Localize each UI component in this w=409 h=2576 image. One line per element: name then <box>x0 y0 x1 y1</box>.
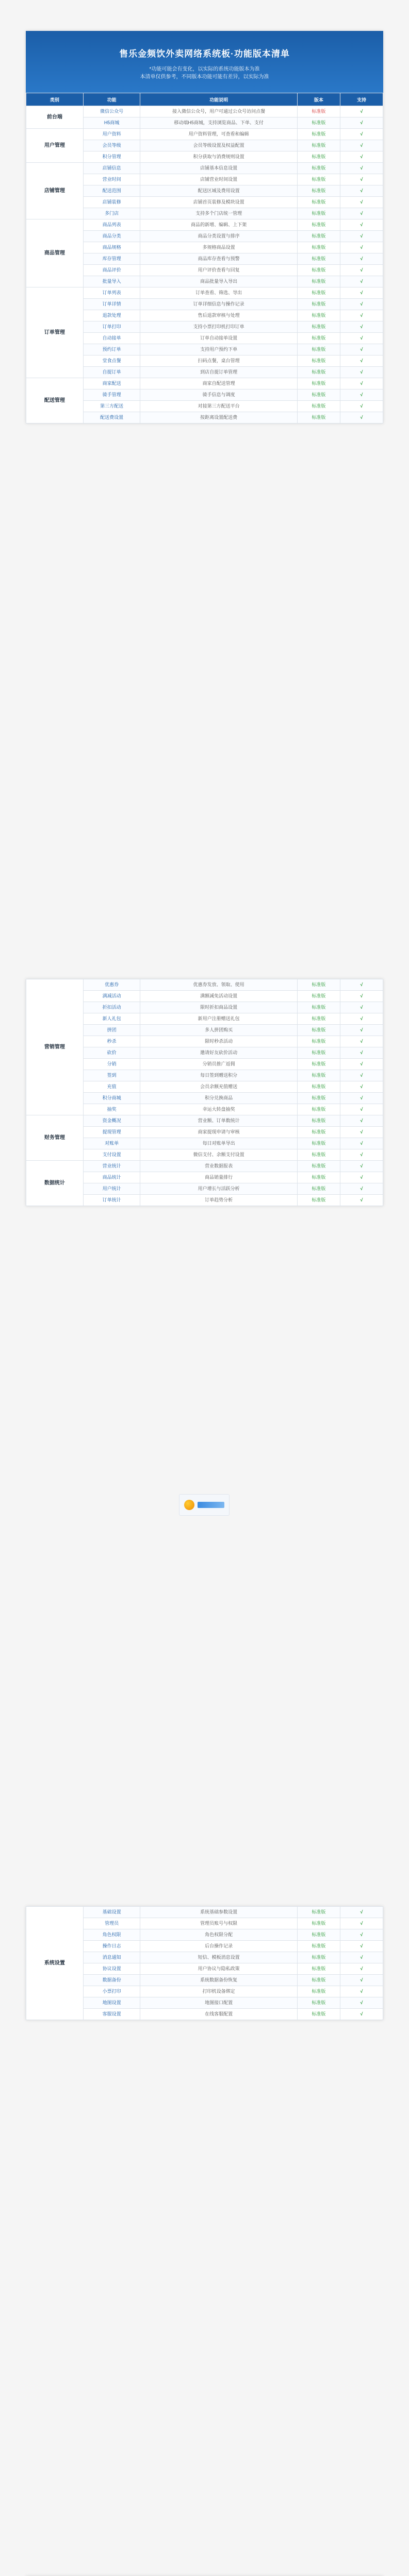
support-check: √ <box>340 276 383 287</box>
version-label: 标准版 <box>297 129 340 140</box>
feature-name: 预约订单 <box>83 344 140 355</box>
feature-description: 骑手信息与调度 <box>140 389 297 401</box>
support-check: √ <box>340 1161 383 1172</box>
version-label: 标准版 <box>297 1138 340 1149</box>
feature-name: 营业统计 <box>83 1161 140 1172</box>
support-check: √ <box>340 344 383 355</box>
feature-description: 积分获取与消费规则设置 <box>140 151 297 163</box>
feature-description: 营业数据报表 <box>140 1161 297 1172</box>
feature-name: 签到 <box>83 1070 140 1081</box>
category-cell: 前台端 <box>26 106 84 129</box>
feature-description: 售后退款审核与处理 <box>140 310 297 321</box>
feature-description: 移动端H5商城，支持浏览商品、下单、支付 <box>140 117 297 129</box>
table-row <box>26 129 383 140</box>
feature-description: 角色权限分配 <box>140 1929 297 1941</box>
version-label: 标准版 <box>297 1059 340 1070</box>
feature-name: 堂食点餐 <box>83 355 140 367</box>
feature-description: 扫码点餐，桌台管理 <box>140 355 297 367</box>
feature-description: 商家提现申请与审核 <box>140 1127 297 1138</box>
version-label: 标准版 <box>297 1975 340 1986</box>
feature-name: 商家配送 <box>83 378 140 389</box>
feature-description: 支持多个门店统一管理 <box>140 208 297 219</box>
feature-name: 第三方配送 <box>83 401 140 412</box>
feature-description: 新用户注册赠送礼包 <box>140 1013 297 1025</box>
feature-name: 折扣活动 <box>83 1002 140 1013</box>
table-row <box>26 287 383 299</box>
feature-description: 店铺首页装修及模块设置 <box>140 197 297 208</box>
version-label: 标准版 <box>297 1183 340 1195</box>
support-check: √ <box>340 1047 383 1059</box>
version-label: 标准版 <box>297 412 340 423</box>
feature-description: 商品分类设置与排序 <box>140 231 297 242</box>
version-label: 标准版 <box>297 253 340 265</box>
feature-name: 批量导入 <box>83 276 140 287</box>
feature-description: 用户协议与隐私政策 <box>140 1963 297 1975</box>
support-check: √ <box>340 197 383 208</box>
version-label: 标准版 <box>297 1907 340 1918</box>
support-check: √ <box>340 1952 383 1963</box>
support-check: √ <box>340 1986 383 1997</box>
support-check: √ <box>340 1918 383 1929</box>
version-label: 标准版 <box>297 1081 340 1093</box>
feature-name: 自提订单 <box>83 367 140 378</box>
support-check: √ <box>340 242 383 253</box>
version-label: 标准版 <box>297 1047 340 1059</box>
support-check: √ <box>340 287 383 299</box>
support-check: √ <box>340 1929 383 1941</box>
feature-description: 接入微信公众号，用户可通过公众号访问点餐 <box>140 106 297 117</box>
feature-name: 对账单 <box>83 1138 140 1149</box>
support-check: √ <box>340 1195 383 1206</box>
feature-name: 满减活动 <box>83 991 140 1002</box>
feature-name: 商品分类 <box>83 231 140 242</box>
feature-name: 小票打印 <box>83 1986 140 1997</box>
table-row <box>26 979 383 991</box>
feature-name: 商品列表 <box>83 219 140 231</box>
feature-name: 支付设置 <box>83 1149 140 1161</box>
version-label: 标准版 <box>297 140 340 151</box>
page-title: 售乐金频饮外卖网络系统板·功能版本清单 <box>119 49 290 59</box>
feature-description: 商品批量导入导出 <box>140 276 297 287</box>
feature-name: 客服设置 <box>83 2009 140 2020</box>
support-check: √ <box>340 1172 383 1183</box>
feature-description: 支持小票打印机打印订单 <box>140 321 297 333</box>
version-label: 标准版 <box>297 219 340 231</box>
version-label: 标准版 <box>297 1013 340 1025</box>
support-check: √ <box>340 253 383 265</box>
feature-description: 商品的新增、编辑、上下架 <box>140 219 297 231</box>
feature-name: 地图设置 <box>83 1997 140 2009</box>
table-row <box>26 106 383 117</box>
version-label: 标准版 <box>297 389 340 401</box>
support-check: √ <box>340 1149 383 1161</box>
header-banner <box>26 31 383 93</box>
feature-name: 配送费设置 <box>83 412 140 423</box>
version-label: 标准版 <box>297 1172 340 1183</box>
version-label: 标准版 <box>297 321 340 333</box>
logo-bar-icon <box>198 1502 224 1508</box>
support-check: √ <box>340 1907 383 1918</box>
column-header: 功能 <box>83 93 140 106</box>
version-label: 标准版 <box>297 151 340 163</box>
feature-description: 店铺基本信息设置 <box>140 163 297 174</box>
feature-description: 配送区域及费用设置 <box>140 185 297 197</box>
version-label: 标准版 <box>297 1149 340 1161</box>
support-check: √ <box>340 219 383 231</box>
feature-description: 订单趋势分析 <box>140 1195 297 1206</box>
feature-description: 支持用户预约下单 <box>140 344 297 355</box>
feature-description: 按距离设置配送费 <box>140 412 297 423</box>
feature-sheet-3 <box>26 1906 383 2020</box>
support-check: √ <box>340 1093 383 1104</box>
version-label: 标准版 <box>297 1104 340 1115</box>
version-label: 标准版 <box>297 1952 340 1963</box>
column-header: 类别 <box>26 93 84 106</box>
category-cell: 数据统计 <box>26 1161 84 1206</box>
support-check: √ <box>340 378 383 389</box>
feature-description: 到店自提订单管理 <box>140 367 297 378</box>
feature-description: 商品销量排行 <box>140 1172 297 1183</box>
page-subtitle: *功能可能会有变化，以实际的系统功能版本为准 本清单仅供参考，不同版本功能可能有差异，以实际为准 <box>140 66 269 80</box>
version-label: 标准版 <box>297 1918 340 1929</box>
category-cell: 商品管理 <box>26 219 84 287</box>
table-row <box>26 219 383 231</box>
feature-description: 会员余额充值赠送 <box>140 1081 297 1093</box>
logo-mark-icon <box>184 1500 194 1510</box>
support-check: √ <box>340 174 383 185</box>
support-check: √ <box>340 1138 383 1149</box>
category-cell: 订单管理 <box>26 287 84 378</box>
support-check: √ <box>340 1115 383 1127</box>
feature-description: 短信、模板消息设置 <box>140 1952 297 1963</box>
feature-name: 店铺装修 <box>83 197 140 208</box>
support-check: √ <box>340 299 383 310</box>
version-label: 标准版 <box>297 1025 340 1036</box>
version-label: 标准版 <box>297 1161 340 1172</box>
version-label: 标准版 <box>297 242 340 253</box>
feature-description: 多规格商品设置 <box>140 242 297 253</box>
feature-name: 用户资料 <box>83 129 140 140</box>
feature-name: 秒杀 <box>83 1036 140 1047</box>
feature-description: 后台操作记录 <box>140 1941 297 1952</box>
feature-name: H5商城 <box>83 117 140 129</box>
version-label: 标准版 <box>297 1093 340 1104</box>
version-label: 标准版 <box>297 1036 340 1047</box>
feature-name: 管理员 <box>83 1918 140 1929</box>
feature-description: 满额减免活动设置 <box>140 991 297 1002</box>
support-check: √ <box>340 355 383 367</box>
support-check: √ <box>340 310 383 321</box>
version-label: 标准版 <box>297 378 340 389</box>
support-check: √ <box>340 208 383 219</box>
feature-description: 限时折扣商品设置 <box>140 1002 297 1013</box>
support-check: √ <box>340 1059 383 1070</box>
feature-name: 数据备份 <box>83 1975 140 1986</box>
feature-name: 订单统计 <box>83 1195 140 1206</box>
version-label: 标准版 <box>297 1127 340 1138</box>
support-check: √ <box>340 991 383 1002</box>
version-label: 标准版 <box>297 174 340 185</box>
feature-name: 积分商城 <box>83 1093 140 1104</box>
support-check: √ <box>340 2009 383 2020</box>
version-label: 标准版 <box>297 231 340 242</box>
feature-description: 每日签到赠送积分 <box>140 1070 297 1081</box>
version-label: 标准版 <box>297 1963 340 1975</box>
feature-name: 营业时间 <box>83 174 140 185</box>
support-check: √ <box>340 185 383 197</box>
support-check: √ <box>340 1013 383 1025</box>
version-label: 标准版 <box>297 1070 340 1081</box>
feature-description: 商家自配送管理 <box>140 378 297 389</box>
feature-name: 店铺信息 <box>83 163 140 174</box>
feature-name: 操作日志 <box>83 1941 140 1952</box>
feature-name: 退款处理 <box>83 310 140 321</box>
support-check: √ <box>340 1183 383 1195</box>
support-check: √ <box>340 321 383 333</box>
feature-name: 订单打印 <box>83 321 140 333</box>
feature-name: 微信公众号 <box>83 106 140 117</box>
feature-description: 对接第三方配送平台 <box>140 401 297 412</box>
column-header: 功能说明 <box>140 93 297 106</box>
support-check: √ <box>340 412 383 423</box>
support-check: √ <box>340 979 383 991</box>
version-label: 标准版 <box>297 1929 340 1941</box>
feature-name: 配送范围 <box>83 185 140 197</box>
support-check: √ <box>340 1963 383 1975</box>
version-label: 标准版 <box>297 163 340 174</box>
feature-name: 协议设置 <box>83 1963 140 1975</box>
feature-description: 打印机设备绑定 <box>140 1986 297 1997</box>
version-label: 标准版 <box>297 276 340 287</box>
feature-name: 自动接单 <box>83 333 140 344</box>
feature-description: 管理员账号与权限 <box>140 1918 297 1929</box>
feature-description: 多人拼团购买 <box>140 1025 297 1036</box>
feature-description: 营业额、订单数统计 <box>140 1115 297 1127</box>
watermark-logo <box>179 1494 230 1516</box>
support-check: √ <box>340 1104 383 1115</box>
version-label: 标准版 <box>297 1115 340 1127</box>
feature-name: 骑手管理 <box>83 389 140 401</box>
support-check: √ <box>340 1070 383 1081</box>
feature-name: 角色权限 <box>83 1929 140 1941</box>
version-label: 标准版 <box>297 197 340 208</box>
version-label: 标准版 <box>297 355 340 367</box>
version-label: 标准版 <box>297 344 340 355</box>
feature-description: 在线客服配置 <box>140 2009 297 2020</box>
support-check: √ <box>340 151 383 163</box>
feature-name: 商品评价 <box>83 265 140 276</box>
category-cell: 用户管理 <box>26 129 84 163</box>
support-check: √ <box>340 1997 383 2009</box>
category-cell: 配送管理 <box>26 378 84 423</box>
feature-name: 拼团 <box>83 1025 140 1036</box>
version-label: 标准版 <box>297 1997 340 2009</box>
support-check: √ <box>340 265 383 276</box>
version-label: 标准版 <box>297 367 340 378</box>
feature-name: 商品统计 <box>83 1172 140 1183</box>
feature-name: 抽奖 <box>83 1104 140 1115</box>
support-check: √ <box>340 1081 383 1093</box>
category-cell: 店铺管理 <box>26 163 84 219</box>
feature-name: 分销 <box>83 1059 140 1070</box>
feature-name: 用户统计 <box>83 1183 140 1195</box>
feature-description: 优惠券发放、领取、使用 <box>140 979 297 991</box>
category-cell: 营销管理 <box>26 979 84 1115</box>
feature-description: 微信支付、余额支付设置 <box>140 1149 297 1161</box>
table-row <box>26 1161 383 1172</box>
feature-description: 积分兑换商品 <box>140 1093 297 1104</box>
support-check: √ <box>340 389 383 401</box>
feature-name: 提现管理 <box>83 1127 140 1138</box>
table-row <box>26 1115 383 1127</box>
feature-description: 系统数据备份恢复 <box>140 1975 297 1986</box>
version-label: 标准版 <box>297 265 340 276</box>
feature-table <box>26 93 383 423</box>
feature-description: 用户增长与活跃分析 <box>140 1183 297 1195</box>
version-label: 标准版 <box>297 208 340 219</box>
feature-sheet-1 <box>26 31 383 423</box>
support-check: √ <box>340 1036 383 1047</box>
feature-description: 每日对账单导出 <box>140 1138 297 1149</box>
version-label: 标准版 <box>297 117 340 129</box>
feature-name: 消息通知 <box>83 1952 140 1963</box>
support-check: √ <box>340 401 383 412</box>
feature-description: 用户资料管理，可查看和编辑 <box>140 129 297 140</box>
feature-name: 优惠券 <box>83 979 140 991</box>
support-check: √ <box>340 231 383 242</box>
version-label: 标准版 <box>297 310 340 321</box>
table-row <box>26 163 383 174</box>
support-check: √ <box>340 106 383 117</box>
feature-name: 库存管理 <box>83 253 140 265</box>
version-label: 标准版 <box>297 185 340 197</box>
feature-name: 会员等级 <box>83 140 140 151</box>
feature-description: 订单详细信息与操作记录 <box>140 299 297 310</box>
version-label: 标准版 <box>297 287 340 299</box>
feature-description: 店铺营业时间设置 <box>140 174 297 185</box>
version-label: 标准版 <box>297 333 340 344</box>
feature-description: 邀请好友砍价活动 <box>140 1047 297 1059</box>
feature-name: 订单详情 <box>83 299 140 310</box>
support-check: √ <box>340 163 383 174</box>
support-check: √ <box>340 1127 383 1138</box>
feature-description: 幸运大转盘抽奖 <box>140 1104 297 1115</box>
feature-description: 用户评价查看与回复 <box>140 265 297 276</box>
support-check: √ <box>340 1025 383 1036</box>
feature-name: 砍价 <box>83 1047 140 1059</box>
table-header-row <box>26 93 383 106</box>
feature-name: 基础设置 <box>83 1907 140 1918</box>
feature-description: 地图接口配置 <box>140 1997 297 2009</box>
feature-name: 商品规格 <box>83 242 140 253</box>
feature-description: 商品库存查看与预警 <box>140 253 297 265</box>
feature-name: 充值 <box>83 1081 140 1093</box>
feature-description: 系统基础参数设置 <box>140 1907 297 1918</box>
category-cell: 财务管理 <box>26 1115 84 1161</box>
version-label: 标准版 <box>297 1986 340 1997</box>
version-label: 标准版 <box>297 1002 340 1013</box>
table-row <box>26 378 383 389</box>
feature-description: 订单自动接单设置 <box>140 333 297 344</box>
table-row <box>26 1907 383 1918</box>
category-cell: 系统设置 <box>26 1907 84 2020</box>
feature-name: 资金概况 <box>83 1115 140 1127</box>
support-check: √ <box>340 367 383 378</box>
feature-description: 会员等级设置及权益配置 <box>140 140 297 151</box>
version-label: 标准版 <box>297 991 340 1002</box>
version-label: 标准版 <box>297 401 340 412</box>
feature-description: 分销员推广返佣 <box>140 1059 297 1070</box>
version-label: 标准版 <box>297 2009 340 2020</box>
feature-name: 多门店 <box>83 208 140 219</box>
feature-description: 限时秒杀活动 <box>140 1036 297 1047</box>
support-check: √ <box>340 1002 383 1013</box>
support-check: √ <box>340 1941 383 1952</box>
support-check: √ <box>340 333 383 344</box>
feature-name: 积分管理 <box>83 151 140 163</box>
column-header: 支持 <box>340 93 383 106</box>
support-check: √ <box>340 129 383 140</box>
feature-table <box>26 979 383 1206</box>
support-check: √ <box>340 140 383 151</box>
version-label: 标准版 <box>297 1195 340 1206</box>
column-header: 版本 <box>297 93 340 106</box>
version-label: 标准版 <box>297 299 340 310</box>
support-check: √ <box>340 1975 383 1986</box>
version-label: 标准版 <box>297 1941 340 1952</box>
support-check: √ <box>340 117 383 129</box>
feature-table <box>26 1906 383 2020</box>
feature-description: 订单查看、筛选、导出 <box>140 287 297 299</box>
feature-name: 新人礼包 <box>83 1013 140 1025</box>
version-label: 标准版 <box>297 106 340 117</box>
feature-name: 订单列表 <box>83 287 140 299</box>
feature-sheet-2 <box>26 979 383 1206</box>
version-label: 标准版 <box>297 979 340 991</box>
